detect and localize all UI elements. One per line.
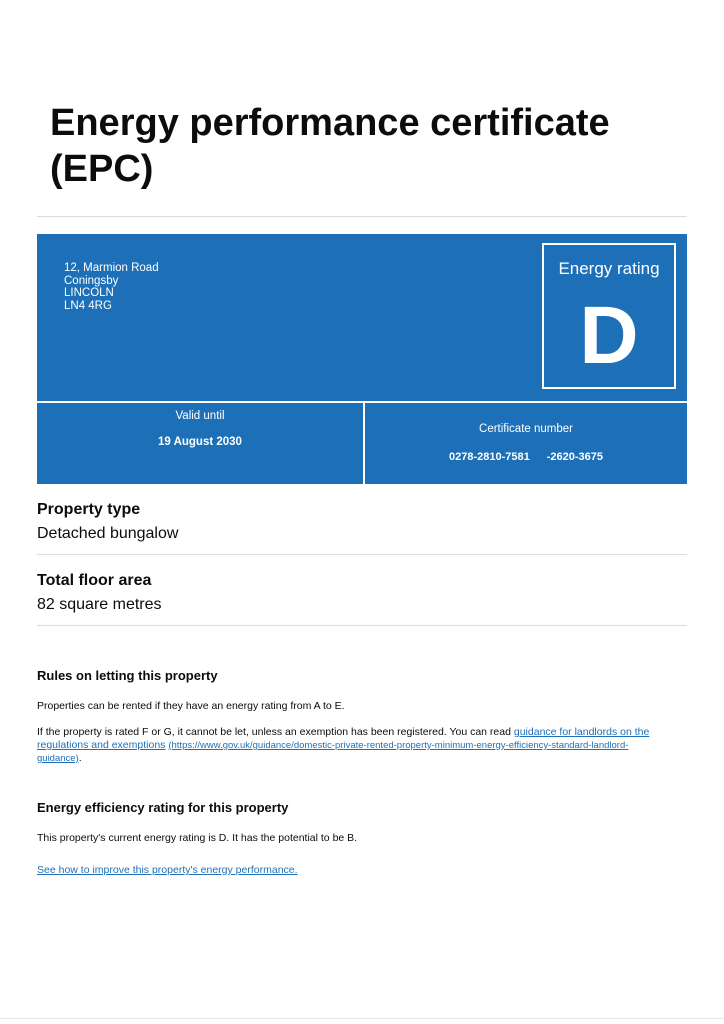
- address-line-3: LINCOLN: [64, 287, 114, 299]
- energy-rating-box: [542, 243, 676, 389]
- improve-performance-link[interactable]: See how to improve this property's energy performance.: [37, 864, 298, 876]
- floor-area-value: 82 square metres: [37, 596, 162, 613]
- floor-area-heading: Total floor area: [37, 572, 152, 589]
- energy-rating-label: Energy rating: [558, 259, 660, 278]
- energy-rating-letter: D: [579, 290, 639, 381]
- page-title-line2: (EPC): [50, 148, 154, 190]
- letting-exemptions-paragraph: [37, 726, 667, 765]
- letting-rules-heading: Rules on letting this property: [37, 668, 218, 683]
- landlord-guidance-link[interactable]: guidance for landlords on the regulations and exemptions: [37, 726, 650, 751]
- efficiency-rating-heading: Energy efficiency rating for this property: [37, 800, 289, 815]
- letting-exemptions-text: If the property is rated F or G, it cannot be let, unless an exemption has been registered. You can read: [37, 726, 514, 738]
- page-title: [50, 100, 690, 192]
- address-line-2: Coningsby: [64, 274, 119, 287]
- property-address: [64, 262, 159, 312]
- efficiency-rating-paragraph: This property's current energy rating is D. It has the potential to be B.: [37, 832, 358, 844]
- page-title-line1: Energy performance certificate: [50, 102, 610, 144]
- panel-divider-horizontal: [37, 401, 687, 403]
- improve-performance-paragraph: [37, 864, 667, 877]
- certificate-number: 0278-2810-7581 -2620-3675: [448, 451, 604, 463]
- letting-exemptions-end: .: [78, 752, 82, 764]
- certificate-summary-panel: [37, 234, 687, 484]
- panel-divider-vertical: [363, 402, 365, 484]
- valid-until-label: Valid until: [175, 410, 225, 422]
- page-bottom-edge: [0, 1018, 724, 1019]
- divider: [37, 554, 687, 555]
- property-type-heading: Property type: [37, 501, 141, 518]
- landlord-guidance-url[interactable]: (https://www.gov.uk/guidance/domestic-private-rented-property-minimum-energy-efficiency-standard-landlord-guidance): [37, 740, 629, 764]
- property-type-value: Detached bungalow: [37, 525, 179, 542]
- address-line-1: 12, Marmion Road: [64, 262, 159, 274]
- address-line-4: LN4 4RG: [64, 299, 112, 312]
- divider: [37, 216, 687, 217]
- letting-rules-paragraph: Properties can be rented if they have an energy rating from A to E.: [37, 700, 345, 712]
- divider: [37, 625, 687, 626]
- certificate-number-label: Certificate number: [479, 423, 573, 435]
- valid-until-date: 19 August 2030: [158, 436, 242, 448]
